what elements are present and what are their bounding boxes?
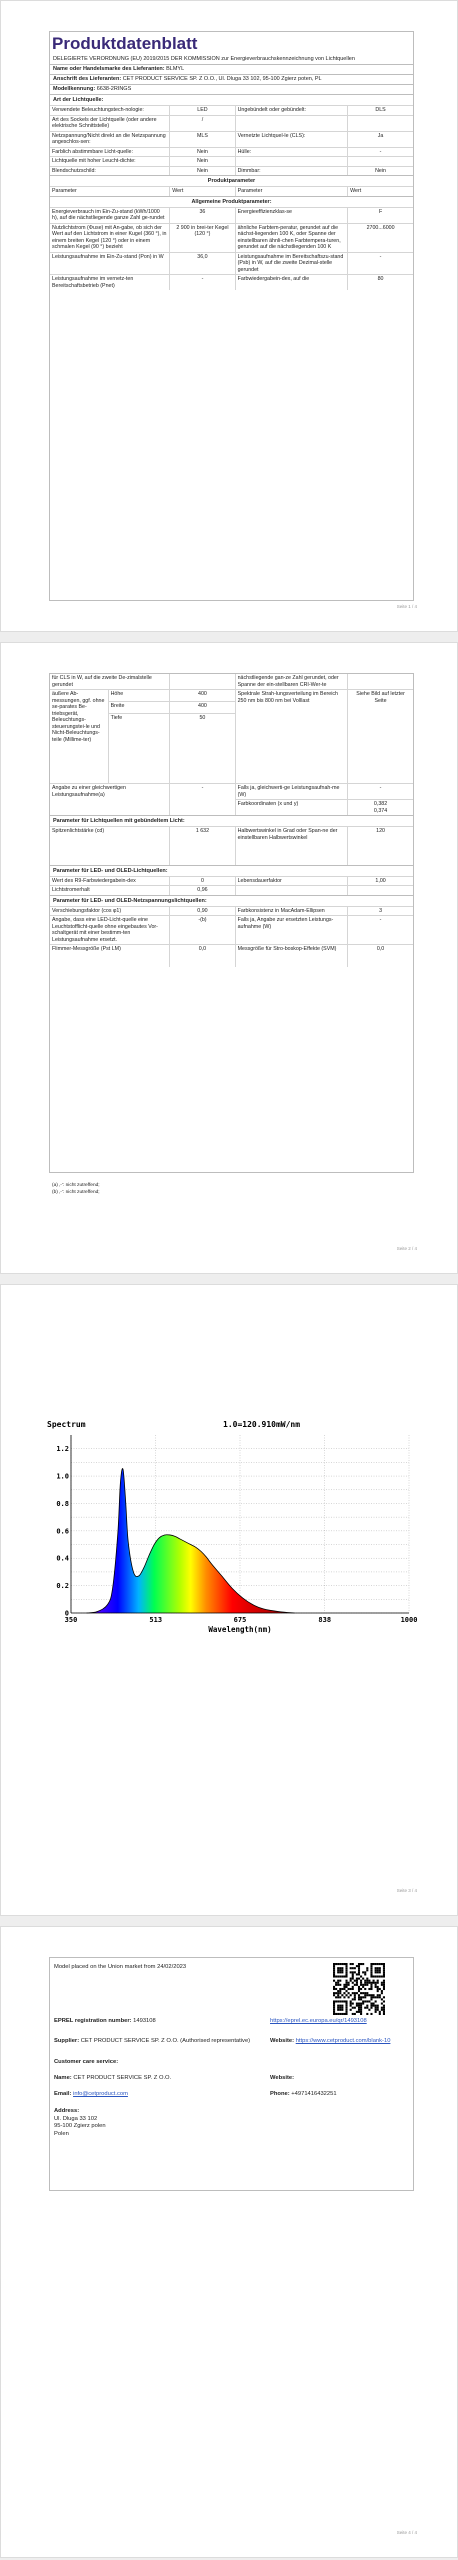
spectral-label: Spektrale Strah-lungsverteilung im Bereich 250 nm bis 800 nm bei Volllast <box>235 690 348 784</box>
y-tick-label: 1.0 <box>56 1472 69 1481</box>
col-value-2: Wert <box>348 187 413 196</box>
email-label: Email: <box>54 2091 72 2097</box>
type-value: - <box>348 147 413 157</box>
equiv-right-value: - <box>348 784 413 800</box>
page-number: Seite 2 / 4 <box>396 1246 417 1251</box>
bundled-table <box>50 826 413 865</box>
general-value: 36 <box>170 207 235 223</box>
phone-value: +4971416432251 <box>291 2091 337 2097</box>
type-label: Art des Sockels der Lichtquelle (oder andere elektrische Schnittstelle) <box>50 115 170 131</box>
dim-name: Breite <box>108 702 170 714</box>
eprel-label: EPREL registration number: <box>54 2018 132 2024</box>
page-number: Seite 4 / 4 <box>396 2530 417 2535</box>
type-row <box>50 131 413 147</box>
continued-right: nächstliegende gan-ze Zahl gerundet, oder Spanne der ein-stellbaren CRI-Wer-te <box>235 674 348 690</box>
type-value: Ja <box>348 131 413 147</box>
dim-value: 50 <box>170 714 235 784</box>
bundled-header: Parameter für Lichtquellen mit gebündeltem Licht: <box>50 815 413 826</box>
page-1 <box>0 0 458 632</box>
supplier-value: CET PRODUCT SERVICE SP. Z O.O. (Authorised representative) <box>80 2038 251 2044</box>
spectral-value: Siehe Bild auf letzter Seite <box>348 690 413 784</box>
general-label: Leistungsaufnahme im Ein-Zu-stand (Pon) in W <box>50 252 170 275</box>
life-value: 1,00 <box>348 876 413 886</box>
type-label: Farblich abstimmbare Licht-quelle: <box>50 147 170 157</box>
flicker-value: 0,0 <box>170 945 235 967</box>
replace-right-value: - <box>348 916 413 945</box>
general-value: 2700...6000 <box>348 223 413 252</box>
led-table <box>50 876 413 895</box>
general-value: - <box>170 275 235 291</box>
params-header: Produktparameter <box>50 175 413 186</box>
beam-value: 120 <box>348 827 413 865</box>
general-row <box>50 275 413 291</box>
strobo-label: Messgröße für Stro-boskop-Effekte (SVM) <box>235 945 348 967</box>
type-table <box>50 105 413 175</box>
pf-label: Verschiebungsfaktor (cos φ1) <box>50 906 170 916</box>
qr-code-icon <box>333 1963 385 2015</box>
general-label: ähnliche Farbtem-peratur, gerundet auf die nächst-liegenden 100 K, oder Spanne der einstellbaren ähnli-chen Farbtempera-turen, gerundet auf die nächstliegenden 100 K <box>235 223 348 252</box>
replace-label: Angabe, dass eine LED-Licht-quelle eine Leuchtstofflicht-quelle ohne eingebautes Vor-schaltgerät mit einer bestimm-ten Leistungsaufnahme ersetzt. <box>50 916 170 945</box>
light-source-type-header: Art der Lichtquelle: <box>50 94 413 105</box>
pf-value: 0,90 <box>170 906 235 916</box>
type-row <box>50 157 413 167</box>
eprel-link[interactable]: https://eprel.ec.europa.eu/qr/1493108 <box>270 2018 367 2024</box>
general-value: - <box>348 252 413 275</box>
general-label: Energieeffizienzklas-se <box>235 207 348 223</box>
continued-left: für CLS in W, auf die zweite De-zimalstelle gerundet <box>52 675 152 688</box>
mls-table <box>50 906 413 967</box>
address-line-2: 95-100 Zgierz polen <box>54 2123 106 2129</box>
replace-right-label: Falls ja, Angabe zur ersetzten Leistungs-aufnahme (W) <box>235 916 348 945</box>
page-2 <box>0 642 458 1274</box>
type-label: Blendschutzschild: <box>50 166 170 175</box>
y-tick-label: 0.2 <box>56 1582 69 1591</box>
y-tick-label: 1.2 <box>56 1445 69 1454</box>
r9-value: 0 <box>170 876 235 886</box>
general-label: Nutzlichtstrom (Φuse) mit An-gabe, ob sich der Wert auf den Lichtstrom in einer Kugel (360 °), in einem breiten Kegel (120 °) oder in einem schmalen Kegel (90 °) bezieht <box>50 223 170 252</box>
coord-value: 0,382 0,374 <box>348 800 413 816</box>
eprel-value: 1493108 <box>133 2018 156 2024</box>
page-number: Seite 1 / 4 <box>396 604 417 609</box>
dimensions-label: äußere Ab-messungen, ggf. ohne se-parates Be-triebsgerät, Beleuchtungs-steuerungstei-le und Nicht-Beleuchtungs-teile (Millime-ter) <box>50 690 108 784</box>
model-label: Modellkennung: <box>53 86 96 92</box>
replace-value: -(b) <box>170 916 235 945</box>
general-params-header: Allgemeine Produktparameter: <box>50 196 413 207</box>
maint-label: Lichtstromerhalt <box>50 886 170 895</box>
x-axis-label: Wavelength(nm) <box>208 1625 272 1634</box>
chart-annotation: 1.0=120.910mW/nm <box>223 1420 301 1429</box>
general-table <box>50 207 413 291</box>
col-param-2: Parameter <box>235 187 348 196</box>
email-link[interactable]: info@cetproduct.com <box>73 2091 128 2097</box>
regulation-text: DELEGIERTE VERORDNUNG (EU) 2019/2015 DER KOMMISSION zur Energieverbrauchskennzeichnung von Lichtquellen <box>53 56 355 62</box>
address-line-3: Polen <box>54 2130 69 2137</box>
type-value <box>348 157 413 167</box>
website-label: Website: <box>270 2038 295 2044</box>
general-label: Leistungsaufnahme im Bereitschaftszu-stand (Psb) in W, auf die zweite Dezimal-stelle gerundet <box>235 252 348 275</box>
supplier-label: Supplier: <box>54 2038 80 2044</box>
website-link[interactable]: https://www.cetproduct.com/blank-10 <box>295 2038 391 2044</box>
y-tick-label: 0.4 <box>56 1554 69 1563</box>
type-label: Verwendete Beleuchtungstech-nologie: <box>50 106 170 116</box>
beam-label: Halbwertswinkel in Grad oder Span-ne der einstellbaren Halbwertswinkel <box>235 827 348 865</box>
type-value: DLS <box>348 106 413 116</box>
datasheet-box-2 <box>49 673 414 1173</box>
address-line-1: Ul. Dluga 33 102 <box>54 2115 98 2122</box>
flicker-label: Flimmer-Messgröße (Pst LM) <box>50 945 170 967</box>
name-label: Name: <box>54 2075 72 2081</box>
x-tick-label: 838 <box>318 1616 332 1624</box>
type-label: Netzspannung/Nicht direkt an die Netzspannung angeschlos-sen: <box>50 131 170 147</box>
type-row <box>50 106 413 116</box>
page-number: Seite 3 / 4 <box>396 1888 417 1893</box>
type-label: Vernetzte Lichtquel-le (CLS): <box>235 131 348 147</box>
type-label: Hülle: <box>235 147 348 157</box>
general-label: Energieverbrauch im Ein-Zu-stand (kWh/1000 h), auf die nächstliegende ganze Zahl ge-rundet <box>50 207 170 223</box>
general-label: Leistungsaufnahme im vernetz-ten Bereitschaftsbetrieb (Pnet) <box>50 275 170 291</box>
type-label <box>235 157 348 167</box>
chart-title: Spectrum <box>47 1420 86 1429</box>
general-label: Farbwiedergabein-dex, auf die <box>235 275 348 291</box>
life-label: Lebensdauerfaktor <box>235 876 348 886</box>
eprel-box <box>49 1957 414 2191</box>
consistency-label: Farbkonsistenz in MacAdam-Ellipsen <box>235 906 348 916</box>
dim-name: Tiefe <box>108 714 170 784</box>
type-label: Dimmbar: <box>235 166 348 175</box>
x-tick-label: 350 <box>64 1616 78 1624</box>
general-value: 2 900 in brei-ter Kegel (120 °) <box>170 223 235 252</box>
general-row <box>50 223 413 252</box>
coord-label: Farbkoordinaten (x und y) <box>235 800 348 816</box>
website2-label: Website: <box>270 2075 295 2081</box>
r9-label: Wert des R9-Farbwiedergabein-dex <box>50 876 170 886</box>
y-tick-label: 0 <box>64 1609 69 1618</box>
y-tick-label: 0.6 <box>56 1527 69 1536</box>
type-value: Nein <box>170 157 235 167</box>
trademark-label: Name oder Handelsmarke des Lieferanten: <box>53 66 165 72</box>
trademark-value: BLMYL <box>166 66 185 72</box>
maint-value: 0,96 <box>170 886 235 895</box>
datasheet-box <box>49 31 414 601</box>
strobo-value: 0,0 <box>348 945 413 967</box>
type-value: LED <box>170 106 235 116</box>
col-value-1: Wert <box>170 187 235 196</box>
page-title: Produktdatenblatt <box>52 34 198 53</box>
type-value: MLS <box>170 131 235 147</box>
dim-value: 400 <box>170 702 235 714</box>
footnote-b: (b) ‚-‘: nicht zutreffend; <box>52 1189 100 1195</box>
dim-value: 400 <box>170 690 235 702</box>
model-value: 6638-2RINGS <box>96 86 132 92</box>
dim-name: Höhe <box>108 690 170 702</box>
type-label: Ungebündelt oder gebündelt: <box>235 106 348 116</box>
market-text: Model placed on the Union market from 24/02/2023 <box>54 1964 187 1970</box>
type-row <box>50 166 413 175</box>
type-value: Nein <box>348 166 413 175</box>
address-label: Anschrift des Lieferanten: <box>53 76 122 82</box>
equiv-right-label: Falls ja, gleichwerti-ge Leistungsaufnah-me (W) <box>235 784 348 800</box>
type-row <box>50 147 413 157</box>
phone-label: Phone: <box>270 2091 290 2097</box>
general-value: 80 <box>348 275 413 291</box>
consistency-value: 3 <box>348 906 413 916</box>
general-row <box>50 207 413 223</box>
type-value: / <box>170 115 235 131</box>
x-tick-label: 675 <box>233 1616 247 1624</box>
address-value: CET PRODUCT SERVICE SP. Z O.O., Ul. Dluga 33 102, 95-100 Zgierz poten, PL <box>122 76 322 82</box>
type-row <box>50 115 413 131</box>
col-param-1: Parameter <box>50 187 170 196</box>
name-value: CET PRODUCT SERVICE SP. Z O.O. <box>73 2075 172 2081</box>
type-value: Nein <box>170 147 235 157</box>
spectrum-chart <box>43 1417 421 1637</box>
general-value: F <box>348 207 413 223</box>
type-value <box>348 115 413 131</box>
type-value: Nein <box>170 166 235 175</box>
type-label <box>235 115 348 131</box>
address-label: Address: <box>54 2108 80 2114</box>
x-tick-label: 513 <box>149 1616 163 1624</box>
footnote-a: (a) ‚-‘: nicht zutreffend; <box>52 1183 100 1188</box>
general-row <box>50 252 413 275</box>
type-label: Lichtquelle mit hoher Leucht-dichte: <box>50 157 170 167</box>
mls-header: Parameter für LED- und OLED-Netzspannungslichtquellen: <box>50 895 413 906</box>
peak-value: 1 632 <box>170 827 235 865</box>
page-4 <box>0 1926 458 2558</box>
led-header: Parameter für LED- und OLED-Lichtquellen: <box>50 865 413 876</box>
equiv-label: Angabe zu einer gleichwertigen Leistungsaufnahme(a) <box>50 784 170 816</box>
params-col-headers <box>50 186 413 196</box>
general-value: 36,0 <box>170 252 235 275</box>
peak-label: Spitzenlichtstärke (cd) <box>50 827 170 865</box>
continued-table <box>50 674 413 815</box>
customer-care-label: Customer care service: <box>54 2059 119 2065</box>
y-tick-label: 0.8 <box>56 1499 69 1508</box>
x-tick-label: 1000 <box>400 1616 418 1624</box>
page-3 <box>0 1284 458 1916</box>
equiv-value: - <box>170 784 235 816</box>
